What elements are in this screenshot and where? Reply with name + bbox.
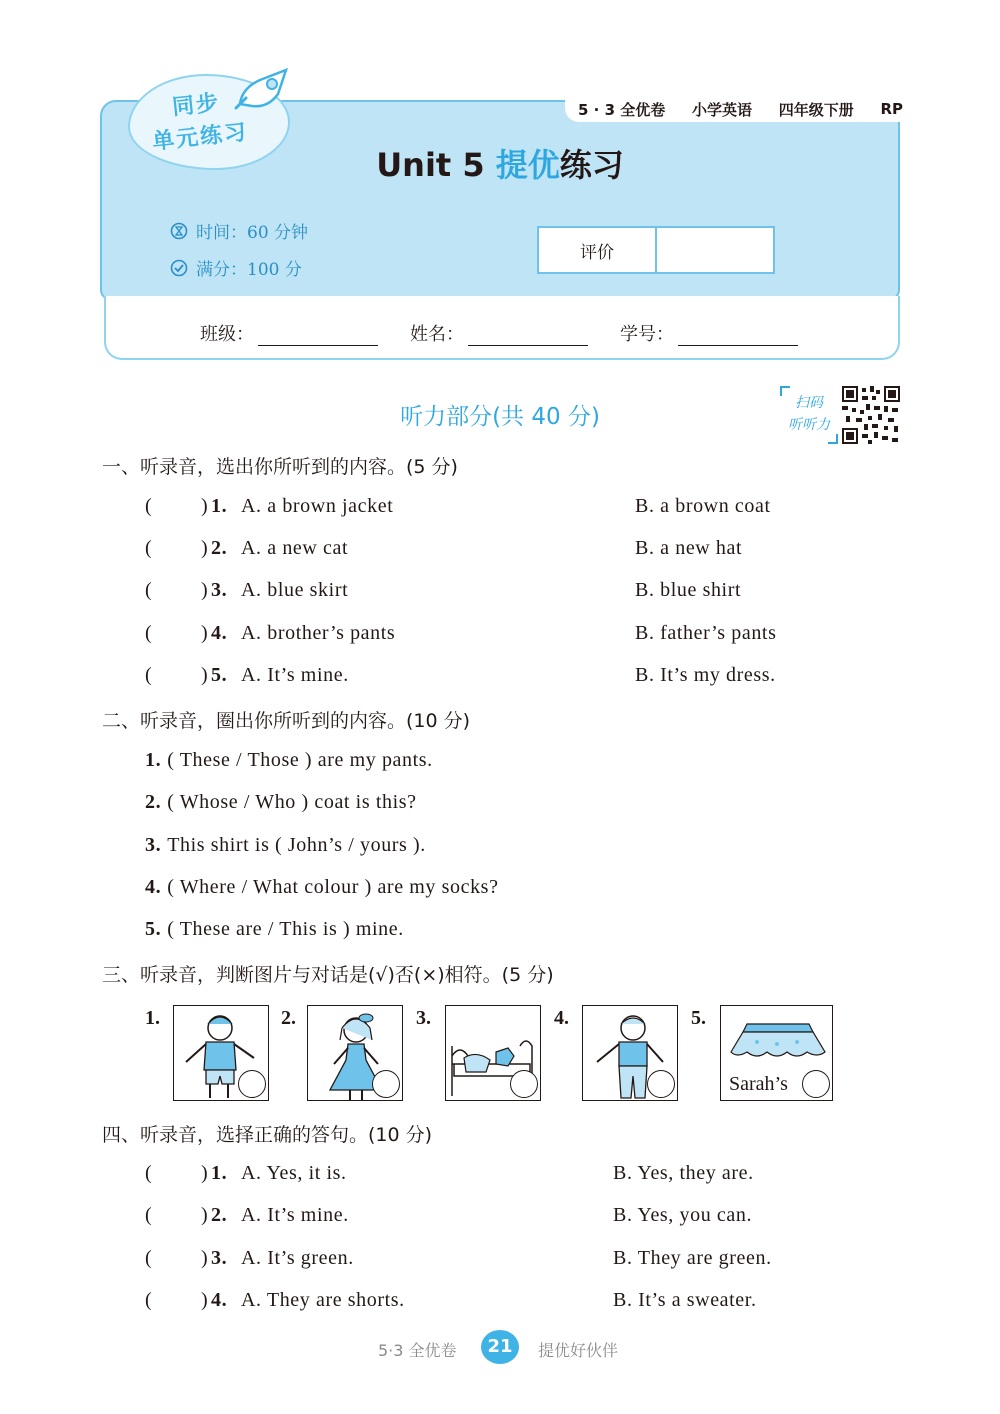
- id-blank[interactable]: [678, 324, 798, 346]
- id-label: 学号：: [620, 324, 674, 345]
- list-item: ( ) 2. A. a new cat B. a new hat: [145, 537, 743, 559]
- choice-sentence: ( These / Those ) are my pants.: [167, 749, 433, 771]
- item-number: 3.: [145, 834, 162, 856]
- footer-right: 提优好伙伴: [538, 1341, 619, 1360]
- score-row: [170, 255, 302, 280]
- list-item[interactable]: [145, 918, 404, 941]
- picture-number: 2.: [281, 1007, 296, 1029]
- section2-title: 二、听录音，圈出你所听到的内容。(10 分): [102, 710, 471, 732]
- series-brand: 5 · 3 全优卷: [578, 100, 666, 119]
- item-number: 3.: [211, 1247, 228, 1269]
- item-number: 4.: [211, 622, 228, 644]
- list-item[interactable]: [145, 876, 499, 899]
- option-b: B. Yes, you can.: [613, 1204, 753, 1226]
- list-item: ( ) 3. A. blue skirt B. blue shirt: [145, 579, 742, 601]
- choice-sentence: This shirt is ( John’s / yours ).: [167, 834, 426, 856]
- answer-blank[interactable]: (: [145, 495, 153, 517]
- list-item[interactable]: [145, 749, 433, 772]
- section3-title: 三、听录音，判断图片与对话是(√)否(×)相符。(5 分): [102, 964, 554, 986]
- corner-mark: [828, 434, 838, 444]
- title-prefix: Unit 5: [376, 146, 496, 184]
- list-item: ( ) 5. A. It’s mine. B. It’s my dress.: [145, 664, 776, 686]
- option-a: A. It’s mine.: [241, 1204, 349, 1226]
- class-label: 班级：: [200, 324, 254, 345]
- eval-value-field[interactable]: [657, 228, 773, 272]
- option-b: B. They are green.: [613, 1247, 772, 1269]
- title-highlight: 提优: [495, 146, 560, 184]
- list-item: ( ) 1. A. Yes, it is. B. Yes, they are.: [145, 1162, 754, 1184]
- option-b: B. It’s my dress.: [635, 664, 776, 686]
- title-suffix: 练习: [559, 146, 624, 184]
- answer-blank[interactable]: (: [145, 1289, 153, 1311]
- answer-blank[interactable]: (: [145, 579, 153, 601]
- check-circle-icon: [170, 259, 188, 277]
- list-item[interactable]: [145, 834, 426, 857]
- option-a: A. a brown jacket: [241, 495, 394, 517]
- class-field: [200, 320, 378, 346]
- list-item: ( ) 4. A. They are shorts. B. It’s a sweater.: [145, 1289, 757, 1311]
- time-label: 时间：60 分钟: [196, 223, 309, 243]
- picture-number: 4.: [554, 1007, 569, 1029]
- qr-code-icon[interactable]: [842, 386, 900, 444]
- choice-sentence: ( Whose / Who ) coat is this?: [167, 791, 417, 813]
- option-a: A. It’s mine.: [241, 664, 349, 686]
- item-number: 2.: [145, 791, 162, 813]
- item-number: 1.: [211, 1162, 228, 1184]
- item-number: 5.: [211, 664, 228, 686]
- item-number: 4.: [211, 1289, 228, 1311]
- page-number: 21: [481, 1330, 519, 1364]
- answer-circle[interactable]: [647, 1070, 675, 1098]
- listening-title: 听力部分(共 40 分): [400, 404, 600, 430]
- class-blank[interactable]: [258, 324, 378, 346]
- score-label: 满分：100 分: [196, 260, 302, 280]
- answer-circle[interactable]: [238, 1070, 266, 1098]
- answer-circle[interactable]: [802, 1070, 830, 1098]
- option-a: A. a new cat: [241, 537, 349, 559]
- picture-5: [720, 1005, 833, 1101]
- picture-caption: Sarah’s: [729, 1073, 788, 1095]
- series-edition: RP: [880, 100, 903, 118]
- choice-sentence: ( These are / This is ) mine.: [167, 918, 404, 940]
- answer-blank[interactable]: (: [145, 1204, 153, 1226]
- item-number: 1.: [145, 749, 162, 771]
- answer-circle[interactable]: [510, 1070, 538, 1098]
- rocket-icon: [232, 66, 294, 110]
- series-line: [578, 98, 903, 120]
- picture-3: [445, 1005, 541, 1101]
- choice-sentence: ( Where / What colour ) are my socks?: [167, 876, 499, 898]
- option-a: A. blue skirt: [241, 579, 349, 601]
- option-a: A. brother’s pants: [241, 622, 396, 644]
- answer-blank[interactable]: (: [145, 664, 153, 686]
- scan-box: [780, 386, 838, 444]
- list-item: ( ) 4. A. brother’s pants B. father’s pants: [145, 622, 777, 644]
- unit-title: [300, 140, 700, 186]
- option-a: A. They are shorts.: [241, 1289, 405, 1311]
- clock-icon: [170, 222, 188, 240]
- footer-left: 5·3 全优卷: [378, 1341, 457, 1360]
- scan-line1: 扫码: [795, 395, 823, 411]
- option-b: B. a new hat: [635, 537, 743, 559]
- item-number: 3.: [211, 579, 228, 601]
- item-number: 2.: [211, 537, 228, 559]
- name-field: [410, 320, 588, 346]
- list-item: ( ) 3. A. It’s green. B. They are green.: [145, 1247, 772, 1269]
- answer-blank[interactable]: (: [145, 622, 153, 644]
- option-b: B. blue shirt: [635, 579, 742, 601]
- badge-line1: 同步: [171, 90, 222, 121]
- option-b: B. It’s a sweater.: [613, 1289, 757, 1311]
- option-a: A. Yes, it is.: [241, 1162, 347, 1184]
- section4-title: 四、听录音，选择正确的答句。(10 分): [102, 1124, 433, 1146]
- skirt-icon: [721, 1006, 833, 1066]
- corner-mark: [780, 386, 790, 396]
- item-number: 1.: [211, 495, 228, 517]
- eval-box: [537, 226, 775, 274]
- name-blank[interactable]: [468, 324, 588, 346]
- picture-2: [307, 1005, 403, 1101]
- answer-blank[interactable]: (: [145, 1162, 153, 1184]
- series-subject: 小学英语: [691, 100, 752, 119]
- name-label: 姓名：: [410, 324, 464, 345]
- list-item[interactable]: [145, 791, 417, 814]
- series-grade: 四年级下册: [778, 100, 854, 119]
- answer-blank[interactable]: (: [145, 537, 153, 559]
- item-number: 5.: [145, 918, 162, 940]
- id-field: [620, 320, 798, 346]
- picture-4: [582, 1005, 678, 1101]
- picture-1: [173, 1005, 269, 1101]
- picture-number: 1.: [145, 1007, 160, 1029]
- footer: [0, 1330, 1000, 1366]
- item-number: 4.: [145, 876, 162, 898]
- list-item: ( ) 2. A. It’s mine. B. Yes, you can.: [145, 1204, 753, 1226]
- scan-line2: 听听力: [788, 417, 830, 433]
- option-a: A. It’s green.: [241, 1247, 354, 1269]
- time-row: [170, 218, 308, 243]
- section1-title: 一、听录音，选出你所听到的内容。(5 分): [102, 456, 458, 478]
- option-b: B. father’s pants: [635, 622, 777, 644]
- option-b: B. Yes, they are.: [613, 1162, 754, 1184]
- eval-label: 评价: [539, 228, 657, 272]
- answer-circle[interactable]: [372, 1070, 400, 1098]
- answer-blank[interactable]: (: [145, 1247, 153, 1269]
- list-item: ( ) 1. A. a brown jacket B. a brown coat: [145, 495, 771, 517]
- picture-number: 5.: [691, 1007, 706, 1029]
- option-b: B. a brown coat: [635, 495, 771, 517]
- badge-line2: 单元练习: [151, 120, 250, 155]
- item-number: 2.: [211, 1204, 228, 1226]
- picture-number: 3.: [416, 1007, 431, 1029]
